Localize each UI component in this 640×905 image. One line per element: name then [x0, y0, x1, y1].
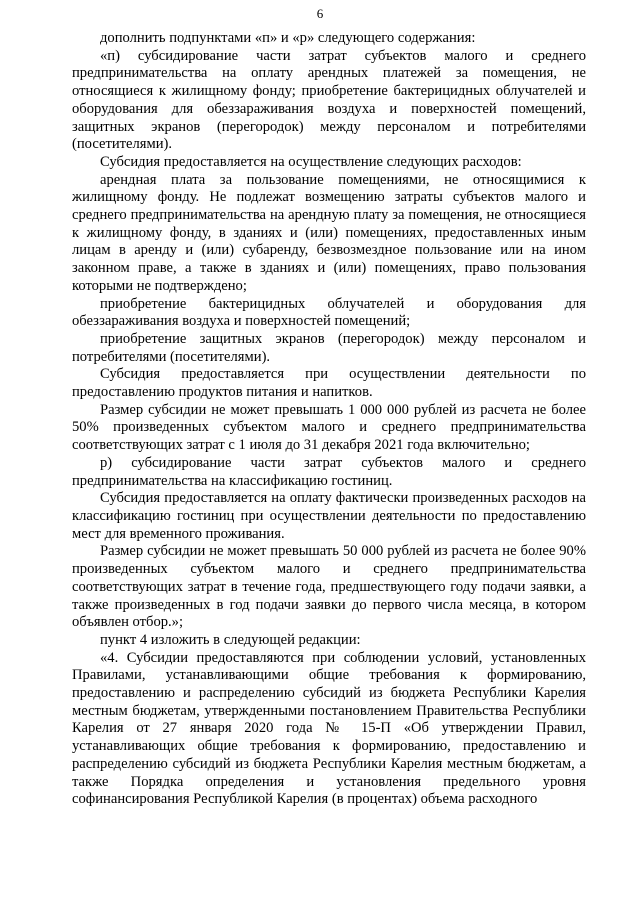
- paragraph-subitem-p: «п) субсидирование части затрат субъектов малого и среднего предпринимательства на оплату арендных платежей за помещения, не относящиеся к жилищному фонду; приобретение бактерицидных облучателей и оборудования для обеззараживания воздуха и поверхностей помещений, защитных экранов (перегородок) между персоналом и потребителями (посетителями).: [72, 47, 586, 153]
- page-number: 6: [316, 6, 324, 21]
- paragraph-amount-p: Размер субсидии не может превышать 1 000 000 рублей из расчета не более 50% произведенных субъектом малого и среднего предпринимательства соответствующих затрат с 1 июля до 31 декабря 2021 года включительно;: [72, 401, 586, 454]
- paragraph-intro: дополнить подпунктами «п» и «р» следующего содержания:: [100, 30, 476, 46]
- paragraph-food-activity: Субсидия предоставляется при осуществлении деятельности по предоставлению продуктов питания и напитков.: [72, 366, 586, 401]
- paragraph-rent: арендная плата за пользование помещениями, не относящимися к жилищному фонду. Не подлежат возмещению затраты субъектов малого и среднего предпринимательства на арендную плату за помещения, не относящиеся к жилищному фонду, в зданиях и (или) помещениях, предоставленных иным лицам в аренду и (или) субаренду, безвозмездное пользование или на ином законном праве, а также в зданиях и (или) помещениях, право пользования которыми не подтверждено;: [72, 171, 586, 294]
- paragraph-amount-r: Размер субсидии не может превышать 50 000 рублей из расчета не более 90% произведенных субъектом малого и среднего предпринимательства соответствующих затрат в течение года, предшествующего году подачи заявки, а также произведенных в год подачи заявки до первого числа месяца, в котором объявлен отбор.»;: [72, 543, 586, 631]
- paragraph-irradiators: приобретение бактерицидных облучателей и оборудования для обеззараживания воздуха и поверхностей помещений;: [72, 295, 586, 330]
- paragraph-expenses-intro: Субсидия предоставляется на осуществление следующих расходов:: [100, 153, 522, 170]
- paragraph-item-4: «4. Субсидии предоставляются при соблюдении условий, установленных Правилами, устанавливающими общие требования к формированию, предоставлению и распределению субсидий из бюджета Республики Карелия местным бюджетам, утвержденными постановлением Правительства Республики Карелия от 27 января 2020 года № 15-П «Об утверждении Правил, устанавливающих общие требования к формированию, предоставлению и распределению субсидий из бюджета Республики Карелия местным бюджетам, а также Порядка определения и установления предельного уровня софинансирования Республикой Карелия (в процентах) объема расходного: [72, 649, 586, 808]
- paragraph-subitem-r: р) субсидирование части затрат субъектов малого и среднего предпринимательства на классификацию гостиниц.: [72, 454, 586, 489]
- paragraph-hotel-classification: Субсидия предоставляется на оплату фактически произведенных расходов на классификацию гостиниц при осуществлении деятельности по предоставлению мест для временного проживания.: [72, 490, 586, 542]
- document-body: [72, 30, 586, 809]
- paragraph-item-4-intro: пункт 4 изложить в следующей редакции:: [100, 631, 361, 648]
- paragraph-screens: приобретение защитных экранов (перегородок) между персоналом и потребителями (посетителями).: [72, 330, 586, 365]
